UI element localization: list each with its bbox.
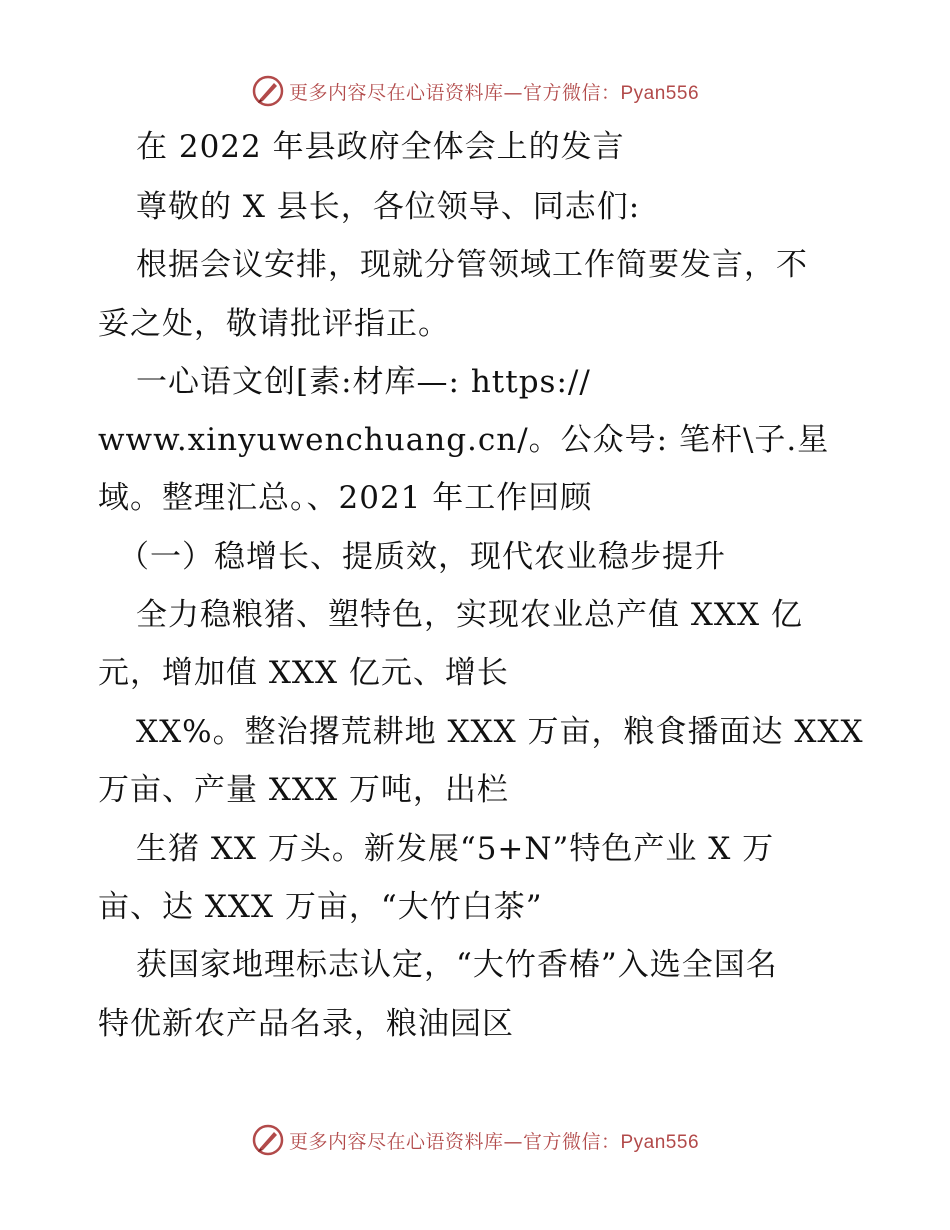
section-heading: （一）稳增长、提质效，现代农业稳步提升: [118, 539, 726, 575]
paragraph-line: 生猪 XX 万头。新发展“5+N”特色产业 X 万: [136, 831, 775, 867]
paragraph-line: 全力稳粮猪、塑特色，实现农业总产值 XXX 亿: [136, 597, 803, 633]
paragraph-line: 亩、达 XXX 万亩，“大竹白茶”: [98, 889, 543, 925]
watermark-text: 更多内容尽在心语资料库—官方微信：Pyan556: [288, 1130, 700, 1153]
watermark-banner-bottom: [0, 1120, 950, 1160]
paragraph-line: XX%。整治撂荒耕地 XXX 万亩，粮食播面达 XXX: [136, 714, 864, 750]
paragraph-line: 一心语文创[素:材库—: https://: [136, 364, 591, 400]
paragraph-line: 根据会议安排，现就分管领域工作简要发言，不: [136, 247, 808, 283]
paragraph-line: 域。整理汇总。、2021 年工作回顾: [98, 480, 593, 516]
paragraph-line: 获国家地理标志认定，“大竹香椿”入选全国名: [136, 947, 778, 983]
pen-logo-icon: [251, 74, 285, 108]
pen-logo-icon: [251, 1123, 285, 1157]
document-title: 在 2022 年县政府全体会上的发言: [136, 129, 625, 165]
salutation: 尊敬的 X 县长，各位领导、同志们:: [136, 189, 641, 225]
paragraph-line: www.xinyuwenchuang.cn/。公众号: 笔杆\子.星: [98, 422, 830, 458]
paragraph-line: 万亩、产量 XXX 万吨，出栏: [98, 772, 509, 808]
paragraph-line: 元，增加值 XXX 亿元、增长: [98, 655, 509, 691]
paragraph-line: 妥之处，敬请批评指正。: [98, 306, 450, 342]
watermark-text: 更多内容尽在心语资料库—官方微信：Pyan556: [288, 81, 700, 104]
watermark-banner-top: [0, 71, 950, 111]
paragraph-line: 特优新农产品名录，粮油园区: [98, 1006, 514, 1042]
